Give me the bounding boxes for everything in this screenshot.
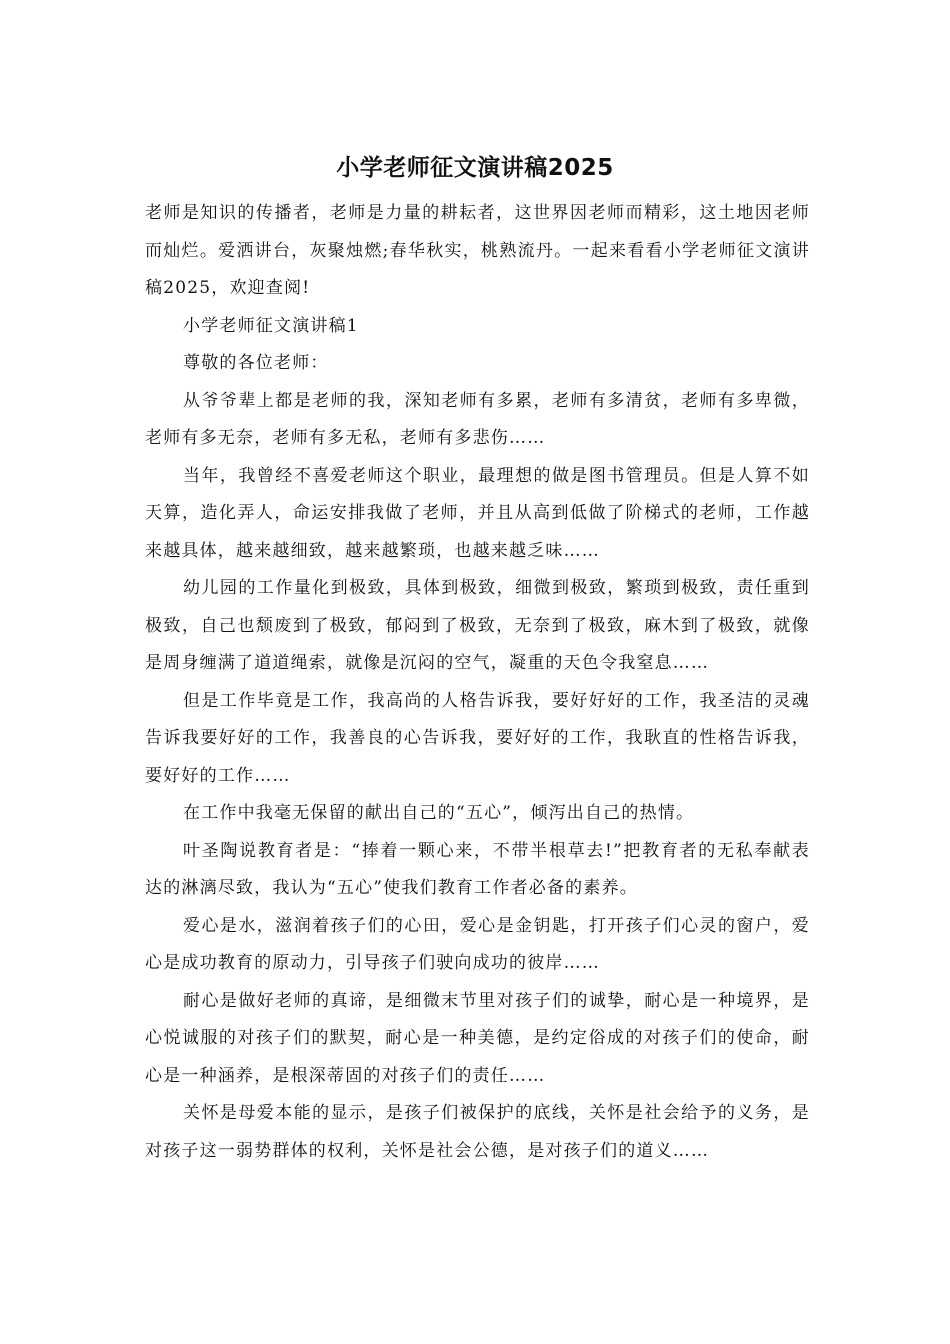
body-paragraph: 叶圣陶说教育者是：“捧着一颗心来，不带半根草去!”把教育者的无私奉献表达的淋漓尽致，我认为“五心”使我们教育工作者必备的素养。	[145, 840, 810, 898]
body-paragraph: 在工作中我毫无保留的献出自己的“五心”，倾泻出自己的热情。	[183, 803, 695, 823]
salutation: 尊敬的各位老师：	[183, 353, 329, 373]
document-title: 小学老师征文演讲稿2025	[336, 155, 614, 181]
body-paragraph: 当年，我曾经不喜爱老师这个职业，最理想的做是图书管理员。但是人算不如天算，造化弄人，命运安排我做了老师，并且从高到低做了阶梯式的老师，工作越来越具体，越来越细致，越来越繁琐，也越来越乏味……	[145, 465, 810, 561]
intro-paragraph: 老师是知识的传播者，老师是力量的耕耘者，这世界因老师而精彩，这土地因老师而灿烂。爱洒讲台，灰聚烛燃;春华秋实，桃熟流丹。一起来看看小学老师征文演讲稿2025，欢迎查阅!	[145, 203, 810, 298]
body-paragraph: 爱心是水，滋润着孩子们的心田，爱心是金钥匙，打开孩子们心灵的窗户，爱心是成功教育的原动力，引导孩子们驶向成功的彼岸……	[145, 915, 810, 973]
body-paragraph: 关怀是母爱本能的显示，是孩子们被保护的底线，关怀是社会给予的义务，是对孩子这一弱势群体的权利，关怀是社会公德，是对孩子们的道义……	[145, 1103, 810, 1161]
body-paragraph: 幼儿园的工作量化到极致，具体到极致，细微到极致，繁琐到极致，责任重到极致，自己也颓废到了极致，郁闷到了极致，无奈到了极致，麻木到了极致，就像是周身缠满了道道绳索，就像是沉闷的空气，凝重的天色令我窒息……	[145, 578, 810, 673]
section-heading: 小学老师征文演讲稿1	[183, 315, 359, 336]
document-body	[145, 195, 810, 1170]
body-paragraph: 从爷爷辈上都是老师的我，深知老师有多累，老师有多清贫，老师有多卑微，老师有多无奈，老师有多无私，老师有多悲伤……	[145, 390, 810, 448]
body-paragraph: 但是工作毕竟是工作，我高尚的人格告诉我，要好好好的工作，我圣洁的灵魂告诉我要好好的工作，我善良的心告诉我，要好好的工作，我耿直的性格告诉我，要好好的工作……	[145, 690, 810, 786]
body-paragraph: 耐心是做好老师的真谛，是细微末节里对孩子们的诚挚，耐心是一种境界，是心悦诚服的对孩子们的默契，耐心是一种美德，是约定俗成的对孩子们的使命，耐心是一种涵养，是根深蒂固的对孩子们的责任……	[145, 990, 810, 1086]
